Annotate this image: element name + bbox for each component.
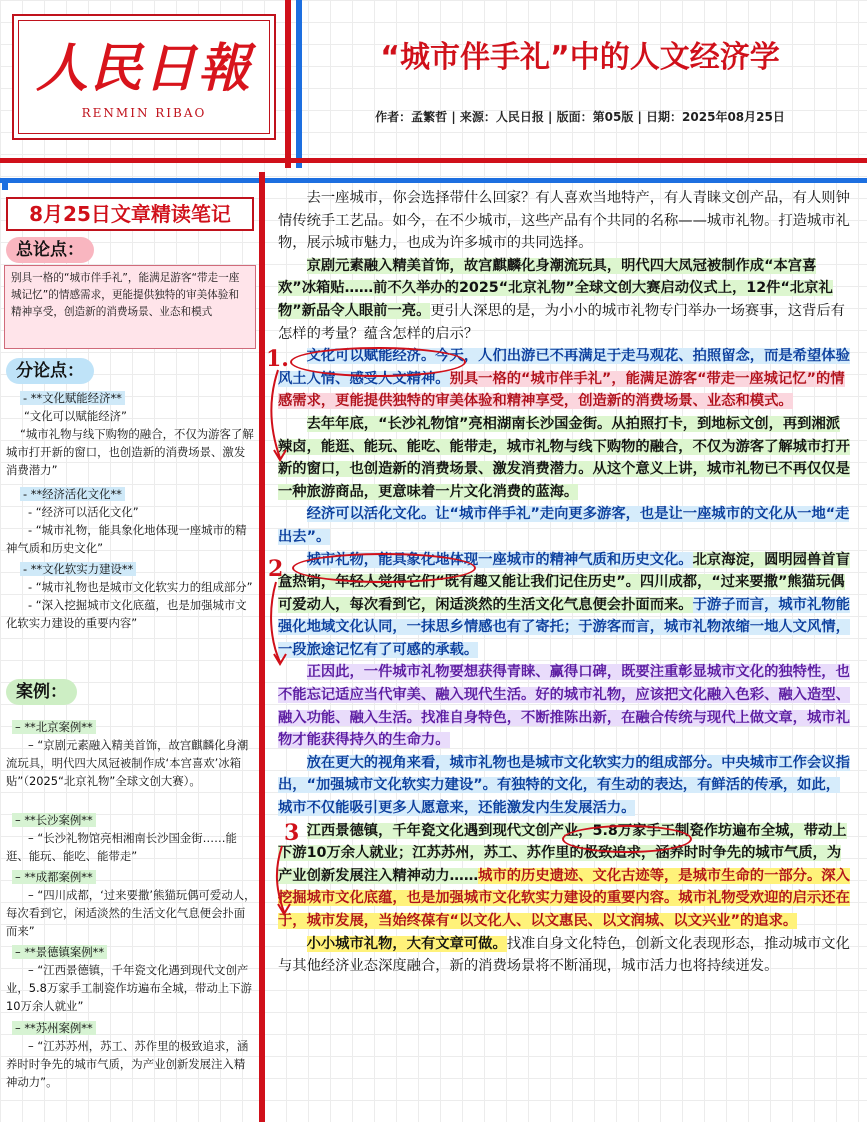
annotation-circle-3 <box>562 825 692 853</box>
case-beijing <box>6 718 256 790</box>
divider-blue-horizontal <box>0 178 867 183</box>
case-jingdezhen-text: – “江西景德镇，千年瓷文化遇到现代文创产业，5.8万家手工制瓷作坊遍布全城，带动上下游10万余人就业” <box>6 963 252 1013</box>
point-1 <box>6 389 256 479</box>
case-suzhou-tag: – **苏州案例** <box>12 1021 96 1035</box>
point-1-tag: - **文化赋能经济** <box>20 391 125 405</box>
annotation-arrows-icon <box>262 360 302 920</box>
case-changsha <box>6 811 256 865</box>
point-2 <box>6 485 256 557</box>
point-2-tag: - **经济活化文化** <box>20 487 125 501</box>
divider-red-horizontal <box>0 158 867 163</box>
highlight-beijing: 京剧元素融入精美首饰，故宫麒麟化身潮流玩具，明代四大凤冠被制作成“本宫喜欢”冰箱贴……前不久举办的2025“北京礼物”全球文创大赛启动仪式上，12件“北京礼物”新品令人眼前一亮。 <box>278 257 833 319</box>
paragraph-10 <box>278 933 852 978</box>
paragraph-5 <box>278 503 852 548</box>
point-2-line-1: - “经济可以活化文化” <box>28 505 139 519</box>
paragraph-7 <box>278 661 852 751</box>
case-beijing-text: – “京剧元素融入精美首饰，故宫麒麟化身潮流玩具，明代四大凤冠被制作成‘本宫喜欢’冰箱贴”（2025“北京礼物”全球文创大赛）。 <box>6 738 249 788</box>
highlight-city-gift: 城市礼物，能具象化地体现一座城市的精神气质和历史文化。 <box>306 551 693 568</box>
highlight-changsha: 去年年底，“长沙礼物馆”亮相湖南长沙国金街。从拍照打卡，到地标文创，再到湘派辣卤，能逛、能玩、能吃、能带走，城市礼物与线下购物的融合，不仅为游客了解城市打开新的窗口，也创造新的消费场景、激发消费潜力。从这个意义上讲，城市礼物已不再仅仅是一种旅游商品，更意味着一片文化消费的蓝海。 <box>278 415 850 500</box>
point-2-line-2: - “城市礼物，能具象化地体现一座城市的精神气质和历史文化” <box>6 523 247 555</box>
paragraph-4 <box>278 413 852 503</box>
paragraph-2 <box>278 255 852 345</box>
cases-label: 案例： <box>6 679 77 705</box>
summary-box: 别具一格的“城市伴手礼”，能满足游客“带走一座城记忆”的情感需求，更能提供独特的审美体验和精神享受，创造新的消费场景、业态和模式 <box>4 265 256 349</box>
case-changsha-text: – “长沙礼物馆亮相湘南长沙国金街……能逛、能玩、能吃、能带走” <box>6 831 237 863</box>
article-byline: 作者：孟繁哲 | 来源：人民日报 | 版面：第05版 | 日期：2025年08月25日 <box>375 110 785 124</box>
highlight-economy-culture: 经济可以活化文化。让“城市伴手礼”走向更多游客，也是让一座城市的文化从一地“走出去”。 <box>278 506 850 545</box>
annotation-number-2: 2 <box>268 556 284 582</box>
case-suzhou-text: – “江苏苏州，苏工、苏作里的极致追求，涵养时时争先的城市气质，为产业创新发展注入精神动力”。 <box>6 1039 249 1089</box>
case-changsha-tag: – **长沙案例** <box>12 813 96 827</box>
case-chengdu-text: – “四川成都，‘过来要撒’熊猫玩偶可爱动人，每次看到它，闲适淡然的生活文化气息便会扑面而来” <box>6 888 256 938</box>
point-3-line-1: - “城市礼物也是城市文化软实力的组成部分” <box>28 580 253 594</box>
paragraph-2-tail: 更引人深思的是，为小小的城市礼物专门举办一场赛事，这背后有怎样的考量？蕴含怎样的启示？ <box>278 302 845 342</box>
highlight-conclusion: 小小城市礼物，大有文章可做。 <box>306 935 507 952</box>
annotation-circle-1 <box>290 347 466 377</box>
annotation-circle-2 <box>292 553 476 583</box>
highlight-jingdezhen-suzhou: 江西景德镇，千年瓷文化遇到现代文创产业，5.8万家手工制瓷作坊遍布全城，带动上下游10万余人就业；江苏苏州，苏工、苏作里的极致追求，涵养时时争先的城市气质，为产业创新发展注入精神动力…… <box>278 822 847 884</box>
highlight-uniqueness: 正因此，一件城市礼物要想获得青睐、赢得口碑，既要注重彰显城市文化的独特性，也不能忘记适应当代审美、融入现代生活。好的城市礼物，应该把文化融入色彩、融入造型、融入功能、融入生活。找准自身特色，不断推陈出新，在融合传统与现代上做文章，城市礼物才能获得持久的生命力。 <box>278 664 850 749</box>
highlight-heritage: 城市的历史遗迹、文化古迹等，是城市生命的一部分。深入挖掘城市文化底蕴，也是加强城市文化软实力建设的重要内容。城市礼物受欢迎的启示还在于，城市发展，当始终葆有“以文化人、以文惠民、以文润城、以文兴业”的追求。 <box>278 867 850 929</box>
paragraph-8 <box>278 752 852 820</box>
case-beijing-tag: – **北京案例** <box>12 720 96 734</box>
divider-blue-vertical <box>296 0 302 168</box>
paragraph-1: 去一座城市，你会选择带什么回家？有人喜欢当地特产，有人青睐文创产品，有人则钟情传统手工艺品。如今，在不少城市，这些产品有个共同的名称——城市礼物。打造城市礼物，展示城市魅力，也成为许多城市的共同选择。 <box>278 190 850 252</box>
paragraph-10-tail: 找准自身文化特色，创新文化表现形态，推动城市文化与其他经济业态深度融合，新的消费场景将不断涌现，城市活力也将持续迸发。 <box>278 935 850 975</box>
case-chengdu-tag: – **成都案例** <box>12 870 96 884</box>
highlight-identity: 于游子而言，城市礼物能强化地域文化认同，一抹思乡情感也有了寄托；于游客而言，城市礼物浓缩一地人文风情，一段旅途记忆有了可感的承载。 <box>278 596 850 658</box>
highlight-culture-economy: 文化可以赋能经济。今天，人们出游已不再满足于走马观花、拍照留念，而是希望体验风土人情、感受人文精神。 <box>278 348 850 387</box>
point-3-line-2: - “深入挖掘城市文化底蕴，也是加强城市文化软实力建设的重要内容” <box>6 598 247 630</box>
point-1-line-2: “城市礼物与线下购物的融合，不仅为游客了解城市打开新的窗口，也创造新的消费场景、激发消费潜力” <box>6 427 254 477</box>
highlight-haidian-chengdu: 北京海淀，圆明园兽首盲盒热销，年轻人觉得它们“既有趣又能让我们记住历史”。四川成都，“过来要撒”熊猫玩偶可爱动人，每次看到它，闲适淡然的生活文化气息便会扑面而来。 <box>278 551 850 613</box>
annotation-number-3: 3 <box>284 820 300 846</box>
case-jingdezhen <box>6 943 256 1015</box>
case-suzhou <box>6 1019 256 1091</box>
article-title: “城市伴手礼”中的人文经济学 <box>380 40 780 75</box>
point-1-line-1: “文化可以赋能经济” <box>24 409 127 423</box>
newspaper-logo-subtitle: RENMIN RIBAO <box>81 106 207 120</box>
point-3-tag: - **文化软实力建设** <box>20 562 136 576</box>
logo-box <box>12 14 276 140</box>
newspaper-logo: 人民日報 <box>35 38 252 99</box>
highlight-soft-power: 放在更大的视角来看，城市礼物也是城市文化软实力的组成部分。中央城市工作会议指出，“加强城市文化软实力建设”。有独特的文化，有生动的表达，有鲜活的传承，如此，城市不仅能吸引更多人愿意来，还能激发内生发展活力。 <box>278 754 850 817</box>
case-jingdezhen-tag: – **景德镇案例** <box>12 945 107 959</box>
notes-title: 8月25日文章精读笔记 <box>6 197 254 231</box>
point-3 <box>6 560 256 632</box>
highlight-thesis: 别具一格的“城市伴手礼”，能满足游客“带走一座城记忆”的情感需求，更能提供独特的审美体验和精神享受，创造新的消费场景、业态和模式。 <box>278 370 845 410</box>
annotation-number-1: 1. <box>266 346 289 372</box>
summary-label: 总论点： <box>6 237 94 263</box>
divider-red-vertical <box>285 0 291 168</box>
case-chengdu <box>6 868 256 940</box>
points-label: 分论点： <box>6 358 94 384</box>
divider-blue-vertical-left <box>2 182 8 190</box>
